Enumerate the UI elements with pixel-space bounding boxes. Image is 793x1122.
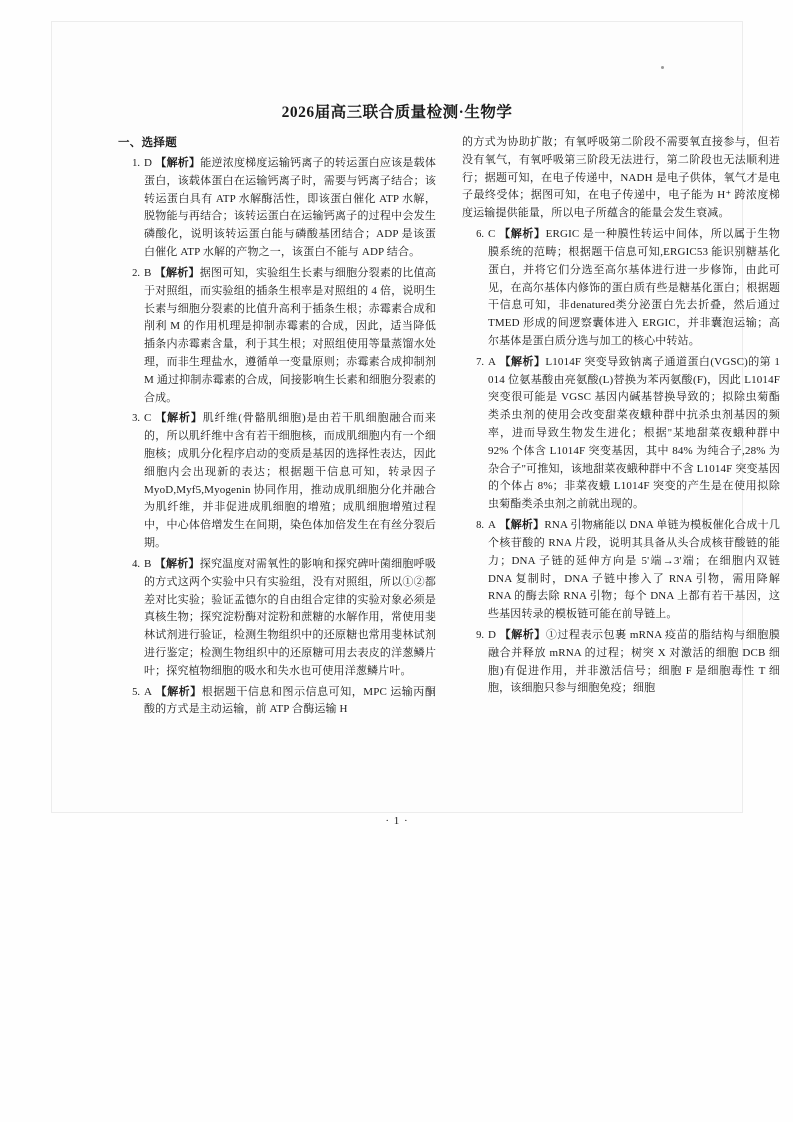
item-number: 1. — [132, 158, 140, 169]
analysis-tag: 【解析】 — [155, 157, 201, 169]
answer-item — [462, 517, 780, 624]
item-number: 8. — [476, 520, 484, 532]
two-column-body — [118, 134, 780, 722]
item-body — [144, 556, 436, 681]
item-number: 4. — [132, 558, 140, 570]
item-body — [488, 627, 780, 698]
analysis-tag: 【解析】 — [499, 519, 545, 532]
answer-letter: C — [144, 412, 152, 425]
answer-letter: D — [144, 157, 153, 169]
analysis-text: 肌纤维(骨骼肌细胞)是由若干肌细胞融合而来的，所以肌纤维中含有若干细胞核，而成肌细胞内有一个细胞核；成肌分化程序启动的变质是基因的选择性表达，因此细胞内会出现新的表达；根据题干信息可知，转录因子 MyoD,Myf5,Myogenin 协同作用，推动成肌细胞分化并融合为肌纤维，并非促进成肌细胞的增殖；成肌细胞增殖过程中，中心体倍增发生在间期，染色体加倍发生在有丝分裂后期。 — [144, 412, 436, 550]
answer-letter: C — [488, 228, 496, 241]
analysis-tag: 【解析】 — [155, 412, 203, 425]
scanned-page-area — [52, 22, 780, 827]
item-number: 3. — [132, 413, 140, 425]
item-number: 7. — [476, 356, 484, 368]
page-number: · 1 · — [385, 815, 409, 827]
answer-item — [118, 684, 436, 720]
item-body — [144, 684, 436, 720]
answer-item — [118, 155, 436, 262]
analysis-tag: 【解析】 — [155, 685, 202, 698]
answer-item — [118, 556, 436, 681]
answer-letter: D — [488, 628, 497, 641]
analysis-tag: 【解析】 — [154, 266, 200, 279]
item-number: 6. — [476, 229, 484, 241]
left-column — [118, 134, 436, 722]
analysis-text: ①过程表示包裹 mRNA 疫苗的脂结构与细胞膜融合并释放 mRNA 的过程；树突 X 对激活的细胞 DCB 细胞)有促进作用，并非激活信号；细胞 F 是细胞毒性 T 细胞，该细胞只参与细胞免疫；细胞 — [488, 628, 780, 695]
page-title: 2026届高三联合质量检测·生物学 — [281, 104, 513, 121]
answer-letter: A — [144, 685, 153, 698]
scan-artifact-dot — [661, 66, 664, 69]
analysis-text: ERGIC 是一种膜性转运中间体，所以属于生物膜系统的范畴；根据题干信息可知,ERGIC53 能识别糖基化蛋白，并将它们分选至高尔基体进行进一步修饰，由此可见，在高尔基体内修饰的蛋白质有些是糖基化蛋白；根据题干信息可知，非denatured类分泌蛋白先去折叠，然后通过 TMED 形成的间逻察囊体进入 ERGIC，并非囊泡运输；高尔基体是蛋白质分选与加工的核心中转站。 — [488, 228, 780, 347]
analysis-tag: 【解析】 — [154, 557, 200, 570]
analysis-text: L1014F 突变导致钠离子通道蛋白(VGSC)的第 1 014 位氨基酸由亮氨酸(L)替换为苯丙氨酸(F)，因此 L1014F 突变很可能是 VGSC 基因内碱基替换导致的；拟除虫菊酯类杀虫剂的使用会改变甜菜夜蛾种群中抗杀虫剂基因的频率，进而导致生物发生进化；根据"某地甜菜夜蛾种群中 92% 个体含 L1014F 突变基因，其中 84% 为纯合子,28% 为杂合子"可推知，该地甜菜夜蛾种群中不含 L1014F 突变基因的个体占 8%；非菜夜蛾 L1014F 突变的产生是在使用拟除虫菊酯类杀虫剂之前就出现的。 — [488, 355, 780, 511]
answer-item — [462, 627, 780, 698]
answer-letter: B — [144, 266, 152, 279]
item-body — [144, 155, 436, 262]
right-column — [462, 134, 780, 722]
item-number: 2. — [132, 267, 140, 279]
section-heading: 一、选择题 — [118, 137, 177, 149]
item-number: 5. — [132, 686, 140, 698]
item-body — [488, 517, 780, 624]
answer-item — [462, 354, 780, 514]
analysis-tag: 【解析】 — [499, 228, 546, 241]
answer-item — [118, 410, 436, 553]
item-body — [144, 410, 436, 553]
item-number: 9. — [476, 629, 484, 641]
answer-item — [462, 226, 780, 351]
analysis-tag: 【解析】 — [499, 628, 546, 641]
analysis-text: RNA 引物痛能以 DNA 单链为模板催化合成十几个核苷酸的 RNA 片段，说明其具备从头合成核苷酸链的能力；DNA 子链的延伸方向是 5'端→3'端；在细胞内双链 DNA 复制时，DNA 子链中掺入了 RNA 引物，需用降解 RNA 的酶去除 RNA 引物；每个 DNA 上都有若干基因，这些基因转录的模板链可能在前导链上。 — [488, 519, 780, 621]
analysis-text: 探究温度对需氧性的影响和探究碑叶菌细胞呼吸的方式这两个实验中只有实验组，没有对照组，所以①②都差对比实验；验证孟德尔的自由组合定律的实验对象必须是真核生物；探究淀粉酶对淀粉和蔗糖的水解作用，常使用斐林试剂进行验证，检测生物组织中的还原糖也常用斐林试剂进行鉴定；检测生物组织中的还原糖可用去表皮的洋葱鳞片叶；探究植物细胞的吸水和失水也可使用洋葱鳞片叶。 — [144, 557, 436, 677]
item-body — [488, 226, 780, 351]
answer-letter: A — [488, 355, 497, 368]
item-body — [488, 354, 780, 514]
answer-item — [118, 265, 436, 408]
item-body — [144, 265, 436, 408]
continuation-paragraph: 的方式为协助扩散；有氧呼吸第二阶段不需要氧直接参与，但若没有氧气，有氧呼吸第三阶段无法进行，第二阶段也无法顺利进行；据题可知，在电子传递中，NADH 是电子供体，氧气才是电子最终受体；据图可知，在电子传递中，电子能为 H⁺ 跨浓度梯度运输提供能量，所以电子所蕴含的能量会发生衰减。 — [462, 136, 780, 220]
answer-letter: A — [488, 519, 497, 532]
analysis-text: 据图可知，实验组生长素与细胞分裂素的比值高于对照组，而实验组的插条生根率是对照组的 4 倍，说明生长素与细胞分裂素的比值升高利于插条生根；赤霉素合成和削利 M 的作用机理是抑制赤霉素的合成，因此，适当降低插条内赤霉素含量，利于其生根；对照组使用等量蒸馏水处理，而非生理盐水，遵循单一变量原则；赤霉素合成抑制剂 M 通过抑制赤霉素的合成，间接影响生长素和细胞分裂素的合成。 — [144, 266, 436, 404]
answer-letter: B — [144, 557, 152, 570]
analysis-text: 根据题干信息和图示信息可知，MPC 运输丙酮酸的方式是主动运输，前 ATP 合酶运输 H — [144, 685, 436, 716]
analysis-tag: 【解析】 — [499, 355, 546, 368]
analysis-text: 能逆浓度梯度运输钙离子的转运蛋白应该是载体蛋白，该载体蛋白在运输钙离子时，需要与钙离子结合；该转运蛋白具有 ATP 水解酶活性，即该蛋白催化 ATP 水解，脱物能与再结合；该转运蛋白在运输钙离子的过程中会发生磷酸化，说明该转运蛋白能与磷酸基团结合；ADP 是该蛋白催化 ATP 水解的产物之一，该蛋白不能与 ADP 结合。 — [144, 157, 436, 259]
